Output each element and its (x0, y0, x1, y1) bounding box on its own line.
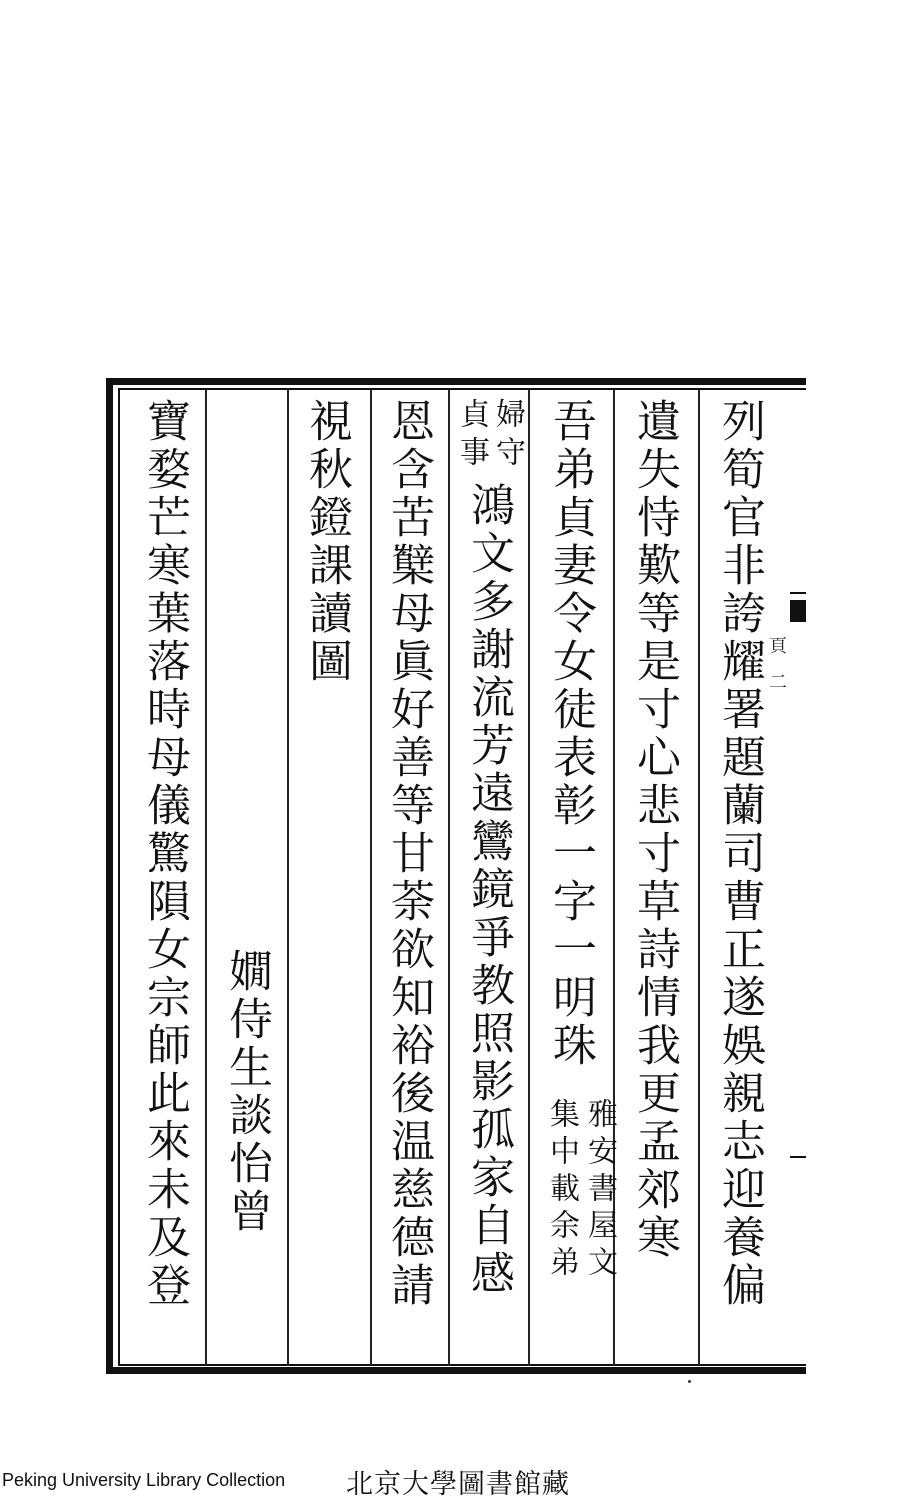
fish-tail-mark (790, 600, 806, 622)
column-rule (698, 390, 700, 1366)
ink-speck (688, 1380, 691, 1383)
footer-bar (0, 1458, 900, 1498)
fold-rule-top (790, 592, 806, 594)
text-column-3: 吾弟貞妻令女徒表彰一字一明珠 (545, 398, 596, 1070)
text-column-7-author: 嫺侍生談怡曾 (221, 948, 272, 1236)
column-rule (205, 390, 207, 1366)
column-rule (287, 390, 289, 1366)
footer-chinese-label: 北京大學圖書館藏 (346, 1469, 570, 1500)
text-column-4: 鴻文多謝流芳遠鸞鏡爭教照影孤家自感 (463, 482, 514, 1298)
text-column-1: 列筍官非誇耀署題蘭司曹正遂娛親志迎養偏 (714, 398, 765, 1310)
fold-rule-bottom (790, 1156, 806, 1158)
text-column-6-title: 視秋鐙課讀圖 (301, 398, 352, 686)
footer-english-label: Peking University Library Collection (2, 1470, 286, 1490)
text-column-8: 寶婺芒寒葉落時母儀驚隕女宗師此來未及登 (139, 398, 190, 1310)
fold-chars: 頁 二 (766, 636, 787, 690)
column-rule (370, 390, 372, 1366)
note-head-line-2: 貞事 (454, 398, 489, 474)
annotation-line-1: 雅安書屋文 (582, 1098, 617, 1283)
text-column-2: 遺失恃歎等是寸心悲寸草詩情我更孟郊寒 (629, 398, 680, 1262)
annotation-line-2: 集中載余弟 (544, 1098, 579, 1283)
text-column-5: 恩含苦櫱母眞好善等甘荼欲知裕後温慈德請 (383, 398, 434, 1310)
note-head-line-1: 婦守 (490, 398, 525, 474)
column-rule (528, 390, 530, 1366)
column-rule (448, 390, 450, 1366)
